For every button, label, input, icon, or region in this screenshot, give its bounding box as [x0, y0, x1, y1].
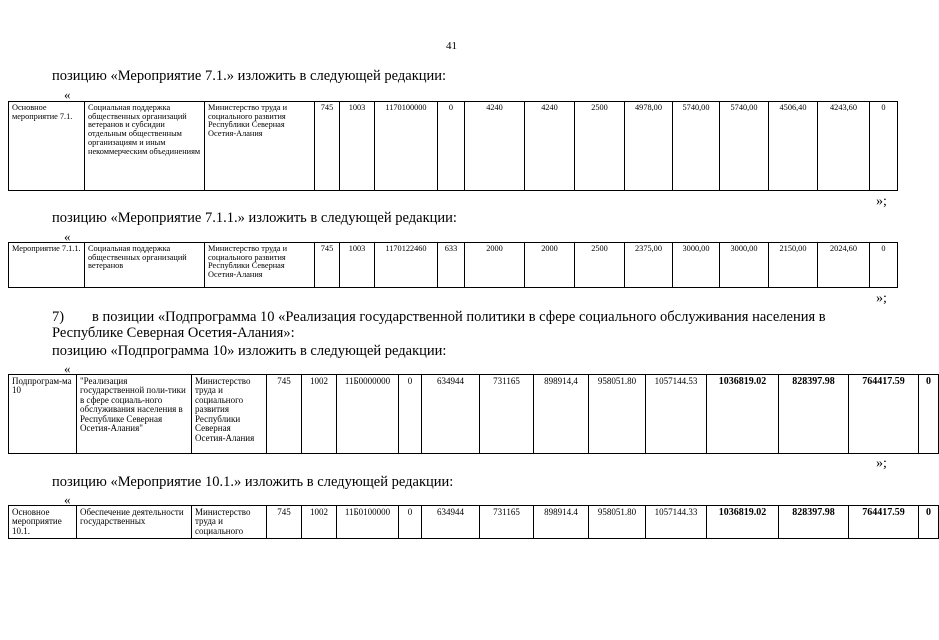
open-quote: « — [64, 229, 71, 244]
cell-value: 4240 — [465, 102, 525, 191]
cell-type: 0 — [399, 375, 422, 454]
open-quote: « — [64, 492, 71, 507]
cell-executor: Министерство труда и социального развития Республики Северная Осетия-Алания — [205, 102, 315, 191]
cell-value: 2375,00 — [625, 243, 673, 288]
section-heading: позицию «Мероприятие 7.1.» изложить в следующей редакции: — [52, 68, 447, 84]
table-subprogram-10 — [8, 374, 939, 454]
table-measure-7-1 — [8, 101, 898, 191]
table-row — [9, 375, 939, 454]
cell-value: 2500 — [575, 102, 625, 191]
table-row — [9, 243, 898, 288]
item-text: в позиции «Подпрограмма 10 «Реализация государственной политики в сфере социального обслуживания населения в — [92, 309, 826, 325]
cell-target: 11Б0000000 — [337, 375, 399, 454]
cell-type: 633 — [438, 243, 465, 288]
cell-value: 0 — [870, 243, 898, 288]
cell-section: 1003 — [340, 243, 375, 288]
cell-value: 5740,00 — [673, 102, 720, 191]
cell-grbs: 745 — [267, 375, 302, 454]
cell-value: 2500 — [575, 243, 625, 288]
cell-value: 1036819.02 — [707, 375, 779, 454]
table-measure-7-1-1 — [8, 242, 898, 288]
cell-value: 0 — [919, 375, 939, 454]
cell-value: 1057144.33 — [646, 506, 707, 539]
cell-target: 11Б0100000 — [337, 506, 399, 539]
cell-code: Основное мероприятие 7.1. — [9, 102, 85, 191]
cell-value: 2000 — [525, 243, 575, 288]
cell-value: 731165 — [480, 375, 534, 454]
cell-code: Основное мероприятие 10.1. — [9, 506, 77, 539]
cell-name: Социальная поддержка общественных организаций ветеранов — [85, 243, 205, 288]
cell-executor: Министерство труда и социального развития Республики Северная Осетия-Алания — [192, 375, 267, 454]
cell-value: 731165 — [480, 506, 534, 539]
cell-value: 634944 — [422, 506, 480, 539]
table-measure-10-1 — [8, 505, 939, 539]
open-quote: « — [64, 87, 71, 102]
close-mark: »; — [876, 291, 887, 306]
cell-value: 828397.98 — [779, 506, 849, 539]
cell-target: 1170100000 — [375, 102, 438, 191]
item-text-continued: Республике Северная Осетия-Алания»: — [52, 325, 295, 341]
cell-code: Мероприятие 7.1.1. — [9, 243, 85, 288]
cell-section: 1003 — [340, 102, 375, 191]
section-heading: позицию «Мероприятие 7.1.1.» изложить в следующей редакции: — [52, 210, 457, 226]
open-quote: « — [64, 361, 71, 376]
cell-value: 4506,40 — [769, 102, 818, 191]
cell-value: 4978,00 — [625, 102, 673, 191]
cell-value: 3000,00 — [720, 243, 769, 288]
cell-value: 764417.59 — [849, 375, 919, 454]
cell-name: Социальная поддержка общественных организаций ветеранов и субсидии отдельным общественным организациям и иным некоммерческим объединениям — [85, 102, 205, 191]
section-heading: позицию «Подпрограмма 10» изложить в следующей редакции: — [52, 343, 447, 359]
cell-value: 2000 — [465, 243, 525, 288]
cell-value: 828397.98 — [779, 375, 849, 454]
cell-value: 5740,00 — [720, 102, 769, 191]
cell-value: 0 — [919, 506, 939, 539]
cell-grbs: 745 — [267, 506, 302, 539]
cell-value: 898914.4 — [534, 506, 589, 539]
table-row — [9, 506, 939, 539]
cell-value: 958051.80 — [589, 375, 646, 454]
cell-code: Подпрограм-ма 10 — [9, 375, 77, 454]
cell-grbs: 745 — [315, 102, 340, 191]
cell-value: 0 — [870, 102, 898, 191]
cell-value: 1036819.02 — [707, 506, 779, 539]
cell-executor: Министерство труда и социального развития Республики Северная Осетия-Алания — [205, 243, 315, 288]
cell-value: 764417.59 — [849, 506, 919, 539]
cell-section: 1002 — [302, 506, 337, 539]
cell-value: 2024,60 — [818, 243, 870, 288]
cell-value: 898914,4 — [534, 375, 589, 454]
cell-value: 634944 — [422, 375, 480, 454]
cell-executor: Министерство труда и социального — [192, 506, 267, 539]
cell-target: 1170122460 — [375, 243, 438, 288]
close-mark: »; — [876, 456, 887, 471]
cell-grbs: 745 — [315, 243, 340, 288]
cell-value: 2150,00 — [769, 243, 818, 288]
cell-section: 1002 — [302, 375, 337, 454]
close-mark: »; — [876, 194, 887, 209]
section-heading: позицию «Мероприятие 10.1.» изложить в следующей редакции: — [52, 474, 454, 490]
cell-name: Обеспечение деятельности государственных — [77, 506, 192, 539]
cell-name: "Реализация государственной поли-тики в сфере социаль-ного обслуживания населения в Республике Северная Осетия-Алания" — [77, 375, 192, 454]
cell-type: 0 — [438, 102, 465, 191]
item-number: 7) — [52, 309, 65, 325]
cell-value: 1057144.53 — [646, 375, 707, 454]
table-row — [9, 102, 898, 191]
page-number: 41 — [446, 40, 457, 52]
cell-type: 0 — [399, 506, 422, 539]
cell-value: 958051.80 — [589, 506, 646, 539]
cell-value: 3000,00 — [673, 243, 720, 288]
cell-value: 4240 — [525, 102, 575, 191]
cell-value: 4243,60 — [818, 102, 870, 191]
